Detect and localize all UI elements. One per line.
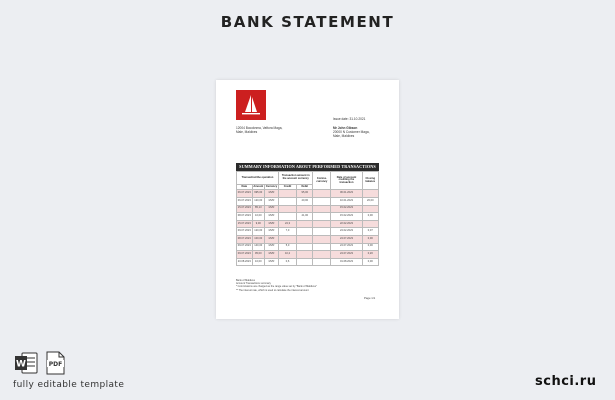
cell-credit: 0,6 bbox=[278, 258, 296, 266]
header-balance-date: Date of account crediting the transaction bbox=[331, 172, 362, 190]
cell-debit: 41,00 bbox=[297, 213, 313, 221]
cell-commission bbox=[313, 197, 331, 205]
cell-credit: 7,0 bbox=[278, 228, 296, 236]
cell-balance: 22.02.2023 bbox=[331, 220, 362, 228]
cell-amount: 120,00 bbox=[252, 228, 264, 236]
client-name: Mr John Gibson bbox=[333, 126, 358, 130]
cell-amount: 995,00 bbox=[252, 190, 264, 198]
table-row bbox=[237, 197, 379, 205]
cell-balance: 24.07.2023 bbox=[331, 243, 362, 251]
page-title: BANK STATEMENT bbox=[220, 13, 395, 31]
cell-date: 15.07.2023 bbox=[237, 220, 253, 228]
cell-date: 08.07.2023 bbox=[237, 213, 253, 221]
header-transaction: Transaction/the operation bbox=[237, 172, 279, 185]
cell-currency: MVR bbox=[264, 258, 278, 266]
cell-debit bbox=[297, 235, 313, 243]
cell-commission bbox=[313, 251, 331, 259]
header-currency: Currency bbox=[264, 185, 278, 190]
brand-watermark: schci.ru bbox=[535, 374, 597, 389]
cell-credit: 10,2 bbox=[278, 251, 296, 259]
cell-closing: 0,00 bbox=[362, 258, 378, 266]
cell-amount: 95,00 bbox=[252, 251, 264, 259]
bank-address-line: Male, Maldives bbox=[236, 130, 258, 135]
table-row bbox=[237, 235, 379, 243]
cell-debit bbox=[297, 258, 313, 266]
cell-closing: 20,00 bbox=[362, 197, 378, 205]
cell-currency: MVR bbox=[264, 213, 278, 221]
footer-line: * Commissions are charged as the range value set by "Bank of Maldives" bbox=[236, 285, 317, 289]
cell-amount: 100,00 bbox=[252, 235, 264, 243]
cell-closing: 0,20 bbox=[362, 251, 378, 259]
cell-currency: MVR bbox=[264, 197, 278, 205]
cell-credit bbox=[278, 190, 296, 198]
sailboat-icon bbox=[236, 90, 266, 120]
page-number: Page 1/1 bbox=[364, 296, 376, 300]
cell-balance: 06.01.2023 bbox=[331, 190, 362, 198]
cell-currency: MVR bbox=[264, 205, 278, 213]
table-row bbox=[237, 190, 379, 198]
pdf-label: PDF bbox=[48, 361, 63, 368]
cell-balance: 10.01.2023 bbox=[331, 197, 362, 205]
issue-date: Issue date: 31.10.2021 bbox=[333, 117, 366, 121]
table-row bbox=[237, 220, 379, 228]
cell-currency: MVR bbox=[264, 251, 278, 259]
cell-date: 09.07.2023 bbox=[237, 251, 253, 259]
header-date: Date bbox=[237, 185, 253, 190]
cell-closing bbox=[362, 220, 378, 228]
header-debit: Debit bbox=[297, 185, 313, 190]
document-preview bbox=[216, 80, 399, 319]
cell-amount: 85,13 bbox=[252, 205, 264, 213]
cell-currency: MVR bbox=[264, 243, 278, 251]
header-closing: Closing balance bbox=[362, 172, 378, 190]
table-row bbox=[237, 243, 379, 251]
cell-commission bbox=[313, 243, 331, 251]
cell-debit bbox=[297, 243, 313, 251]
table-row bbox=[237, 228, 379, 236]
cell-amount: 10,00 bbox=[252, 258, 264, 266]
cell-balance: 15.02.2023 bbox=[331, 205, 362, 213]
header-amount-col: Amount bbox=[252, 185, 264, 190]
client-address bbox=[333, 126, 393, 139]
cell-date: 08.07.2023 bbox=[237, 235, 253, 243]
cell-commission bbox=[313, 205, 331, 213]
table-row bbox=[237, 205, 379, 213]
cell-commission bbox=[313, 220, 331, 228]
cell-amount: 9,00 bbox=[252, 220, 264, 228]
table-row bbox=[237, 251, 379, 259]
cell-debit bbox=[297, 205, 313, 213]
client-address-line: 20000 N Customer Maga, bbox=[333, 130, 370, 135]
cell-date: 06.07.2023 bbox=[237, 197, 253, 205]
bank-address-line: 12004 Bocoknma, Vaftora Maga, bbox=[236, 126, 283, 130]
table-row bbox=[237, 258, 379, 266]
cell-amount: 120,00 bbox=[252, 197, 264, 205]
cell-debit bbox=[297, 228, 313, 236]
cell-credit: 5,0 bbox=[278, 243, 296, 251]
cell-closing: 0,00 bbox=[362, 243, 378, 251]
cell-date: 20.08.2023 bbox=[237, 258, 253, 266]
pdf-file-icon bbox=[44, 351, 66, 375]
cell-amount: 140,00 bbox=[252, 243, 264, 251]
bank-address bbox=[236, 126, 306, 134]
cell-balance: 01.08.2023 bbox=[331, 258, 362, 266]
table-row bbox=[237, 213, 379, 221]
footer-line: ** The interest rate, which is used to calculate the interest amount bbox=[236, 288, 309, 292]
client-address-line: Male, Maldives bbox=[333, 134, 355, 139]
cell-balance: 24.07.2023 bbox=[331, 251, 362, 259]
cell-credit: 24,3 bbox=[278, 220, 296, 228]
cell-credit bbox=[278, 197, 296, 205]
cell-credit bbox=[278, 235, 296, 243]
cell-balance: 15.02.2023 bbox=[331, 213, 362, 221]
cell-closing: 0,00 bbox=[362, 235, 378, 243]
table-title: SUMMARY INFORMATION ABOUT PERFORMED TRANSACTIONS bbox=[236, 163, 379, 171]
cell-closing bbox=[362, 190, 378, 198]
cell-credit bbox=[278, 205, 296, 213]
cell-closing: 0,07 bbox=[362, 228, 378, 236]
cell-date: 06.07.2023 bbox=[237, 190, 253, 198]
cell-currency: MVR bbox=[264, 228, 278, 236]
cell-debit bbox=[297, 220, 313, 228]
cell-debit bbox=[297, 251, 313, 259]
document-footer bbox=[236, 279, 346, 292]
footer-line: Bank of Maldives bbox=[236, 279, 256, 282]
cell-balance: 24.02.2023 bbox=[331, 228, 362, 236]
cell-closing: 0,00 bbox=[362, 213, 378, 221]
header-amount: Transaction amount in the account currency bbox=[278, 172, 312, 185]
cell-credit bbox=[278, 213, 296, 221]
cell-date: 09.07.2023 bbox=[237, 243, 253, 251]
cell-balance: 24.07.2023 bbox=[331, 235, 362, 243]
cell-amount: 10,00 bbox=[252, 213, 264, 221]
cell-commission bbox=[313, 190, 331, 198]
cell-currency: MVR bbox=[264, 235, 278, 243]
cell-commission bbox=[313, 228, 331, 236]
header-commission: Comiss. currency bbox=[313, 172, 331, 190]
cell-commission bbox=[313, 213, 331, 221]
cell-closing bbox=[362, 205, 378, 213]
bank-logo bbox=[236, 90, 266, 120]
cell-commission bbox=[313, 235, 331, 243]
cell-date: 09.07.2023 bbox=[237, 228, 253, 236]
cell-commission bbox=[313, 258, 331, 266]
cell-date: 15.07.2023 bbox=[237, 205, 253, 213]
transactions-table bbox=[236, 171, 379, 266]
cell-currency: MVR bbox=[264, 220, 278, 228]
cell-currency: MVR bbox=[264, 190, 278, 198]
cell-debit: 40,00 bbox=[297, 197, 313, 205]
word-label: W bbox=[16, 359, 26, 370]
word-file-icon bbox=[14, 351, 38, 375]
cell-debit: 95,00 bbox=[297, 190, 313, 198]
template-caption: fully editable template bbox=[13, 380, 125, 390]
header-credit: Credit bbox=[278, 185, 296, 190]
footer-line: Account Transactions summary bbox=[236, 282, 271, 286]
